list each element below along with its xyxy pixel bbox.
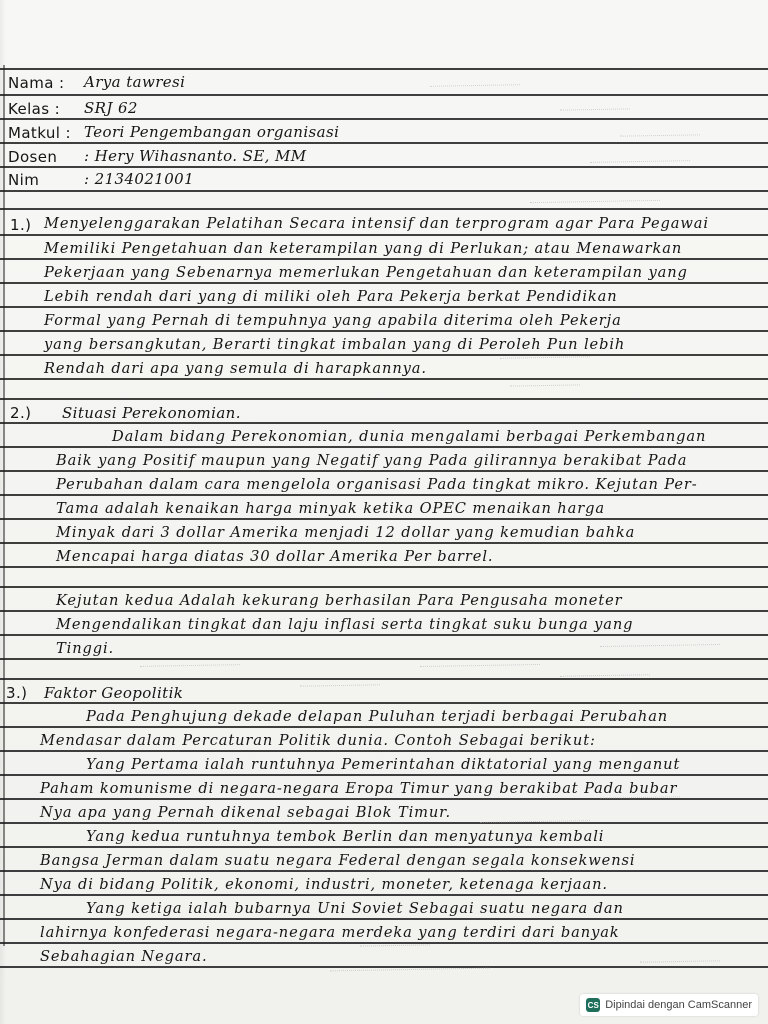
- nama-label: Nama :: [8, 74, 65, 92]
- ruled-line: [0, 798, 768, 800]
- nim-value: : 2134021001: [84, 170, 195, 188]
- ruled-line: [0, 208, 768, 210]
- section-1-number: 1.): [10, 216, 32, 234]
- ruled-line: [0, 726, 768, 728]
- section-3-line: Nya apa yang Pernah dikenal sebagai Blok Timur.: [40, 804, 451, 821]
- bleed-through-mark: [600, 639, 720, 647]
- section-3-line: Bangsa Jerman dalam suatu negara Federal dengan segala konsekwensi: [40, 852, 636, 869]
- section-2-line: Mencapai harga diatas 30 dollar Amerika Per barrel.: [56, 548, 494, 565]
- section-3-line: Sebahagian Negara.: [40, 948, 208, 965]
- ruled-line: [0, 610, 768, 612]
- ruled-line: [0, 234, 768, 236]
- section-2-line: Mengendalikan tingkat dan laju inflasi serta tingkat suku bunga yang: [56, 616, 634, 633]
- matkul-label: Matkul :: [8, 124, 71, 142]
- margin-line: [3, 65, 5, 946]
- ruled-line: [0, 166, 768, 168]
- section-1-line: Lebih rendah dari yang di miliki oleh Para Pekerja berkat Pendidikan: [44, 288, 618, 305]
- section-3-line: Nya di bidang Politik, ekonomi, industri, moneter, ketenaga kerjaan.: [40, 876, 608, 893]
- bleed-through-mark: [430, 79, 520, 87]
- ruled-line: [0, 258, 768, 260]
- kelas-label: Kelas :: [8, 100, 61, 118]
- ruled-line: [0, 494, 768, 496]
- section-3-line: Yang ketiga ialah bubarnya Uni Soviet Sebagai suatu negara dan: [86, 900, 624, 917]
- ruled-line: [0, 68, 768, 70]
- kelas-value: SRJ 62: [84, 99, 138, 117]
- matkul-value: Teori Pengembangan organisasi: [84, 123, 340, 141]
- ruled-line: [0, 822, 768, 824]
- ruled-line: [0, 542, 768, 544]
- section-1-line: Memiliki Pengetahuan dan keterampilan yang di Perlukan; atau Menawarkan: [44, 240, 683, 257]
- ruled-line: [0, 190, 768, 192]
- ruled-line: [0, 142, 768, 144]
- dosen-value: : Hery Wihasnanto. SE, MM: [84, 147, 307, 165]
- ruled-line: [0, 678, 768, 680]
- section-2-line: Minyak dari 3 dollar Amerika menjadi 12 dollar yang kemudian bahka: [56, 524, 636, 541]
- ruled-line: [0, 750, 768, 752]
- section-3-number: 3.): [6, 684, 28, 702]
- section-3-line: lahirnya konfederasi negara-negara merdeka yang terdiri dari banyak: [40, 924, 620, 941]
- bleed-through-mark: [560, 669, 650, 677]
- ruled-line: [0, 566, 768, 568]
- camscanner-watermark: [580, 994, 758, 1016]
- ruled-line: [0, 586, 768, 588]
- ruled-line: [0, 282, 768, 284]
- ruled-line: [0, 918, 768, 920]
- bleed-through-mark: [640, 955, 720, 962]
- section-3-line: Yang kedua runtuhnya tembok Berlin dan menyatunya kembali: [86, 828, 605, 845]
- ruled-line: [0, 702, 768, 704]
- camscanner-text: Dipindai dengan CamScanner: [605, 999, 752, 1011]
- ruled-line: [0, 846, 768, 848]
- ruled-line: [0, 658, 768, 660]
- ruled-line: [0, 446, 768, 448]
- ruled-line: [0, 330, 768, 332]
- section-2-line: Perubahan dalam cara mengelola organisasi Pada tingkat mikro. Kejutan Per-: [56, 476, 698, 493]
- section-1-line: yang bersangkutan, Berarti tingkat imbalan yang di Peroleh Pun lebih: [44, 336, 626, 353]
- section-2-heading: Situasi Perekonomian.: [62, 404, 241, 422]
- bleed-through-mark: [560, 103, 630, 110]
- bleed-through-mark: [590, 155, 690, 163]
- section-1-line: Pekerjaan yang Sebenarnya memerlukan Pengetahuan dan keterampilan yang: [44, 264, 688, 281]
- section-3-line: Yang Pertama ialah runtuhnya Pemerintahan diktatorial yang menganut: [86, 756, 681, 773]
- ruled-line: [0, 398, 768, 400]
- ruled-line: [0, 470, 768, 472]
- section-1-line: Rendah dari apa yang semula di harapkannya.: [44, 360, 427, 377]
- section-1-line: Formal yang Pernah di tempuhnya yang apabila diterima oleh Pekerja: [44, 312, 622, 329]
- section-2-number: 2.): [10, 404, 32, 422]
- ruled-line: [0, 774, 768, 776]
- ruled-line: [0, 94, 768, 96]
- ruled-line: [0, 870, 768, 872]
- ruled-line: [0, 118, 768, 120]
- section-2-line: Dalam bidang Perekonomian, dunia mengalami berbagai Perkembangan: [112, 428, 707, 445]
- ruled-line: [0, 422, 768, 424]
- section-2-line: Baik yang Positif maupun yang Negatif yang Pada gilirannya berakibat Pada: [56, 452, 688, 469]
- dosen-label: Dosen: [8, 148, 58, 166]
- section-3-heading: Faktor Geopolitik: [44, 684, 184, 702]
- section-2-line: Tinggi.: [56, 640, 115, 657]
- bleed-through-mark: [530, 195, 660, 203]
- bleed-through-mark: [420, 659, 540, 667]
- section-3-line: Pada Penghujung dekade delapan Puluhan terjadi berbagai Perubahan: [86, 708, 669, 725]
- camscanner-icon: CS: [586, 998, 600, 1012]
- section-3-line: Paham komunisme di negara-negara Eropa Timur yang berakibat Pada bubar: [40, 780, 678, 797]
- section-2-line: Kejutan kedua Adalah kekurang berhasilan Para Pengusaha moneter: [56, 592, 623, 609]
- bleed-through-mark: [140, 659, 240, 667]
- bleed-through-mark: [510, 379, 580, 386]
- bleed-through-mark: [300, 679, 380, 686]
- ruled-line: [0, 634, 768, 636]
- bleed-through-mark: [330, 963, 490, 972]
- section-1-line: Menyelenggarakan Pelatihan Secara intensif dan terprogram agar Para Pegawai: [44, 215, 709, 232]
- ruled-line: [0, 378, 768, 380]
- nim-label: Nim: [8, 171, 40, 189]
- ruled-line: [0, 354, 768, 356]
- section-3-line: Mendasar dalam Percaturan Politik dunia. Contoh Sebagai berikut:: [40, 732, 596, 749]
- section-2-line: Tama adalah kenaikan harga minyak ketika OPEC menaikan harga: [56, 500, 605, 517]
- ruled-line: [0, 518, 768, 520]
- ruled-line: [0, 306, 768, 308]
- ruled-line: [0, 894, 768, 896]
- bleed-through-mark: [620, 129, 700, 136]
- nama-value: Arya tawresi: [84, 73, 186, 91]
